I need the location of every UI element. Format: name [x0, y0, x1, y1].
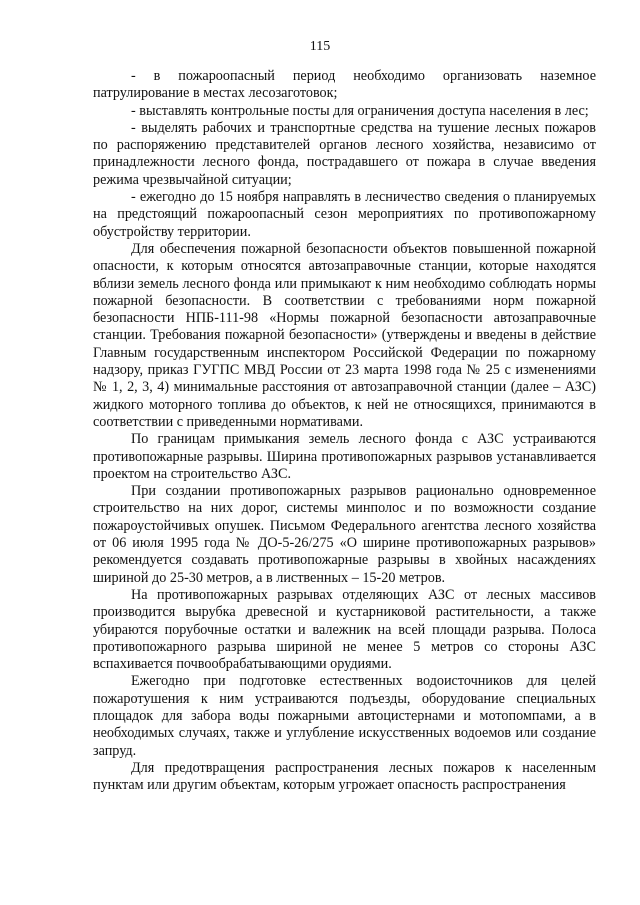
paragraph-firebreaks: По границам примыкания земель лесного фонда с АЗС устраиваются противопожарные разрывы. Ширина противопожарных разрывов устанавливается проектом на строительство АЗС.	[93, 431, 596, 482]
paragraph-patrol: - в пожароопасный период необходимо организовать наземное патрулирование в местах лесозаготовок;	[93, 68, 596, 102]
paragraph-water-sources: Ежегодно при подготовке естественных водоисточников для целей пожаротушения к ним устраиваются подъезды, оборудование специальных площадок для забора воды пожарными автоцистернами и мотопомпами, а в необходимых случаях, также и углубление искусственных водоемов или создание запруд.	[93, 673, 596, 759]
paragraph-firebreak-clearing: На противопожарных разрывах отделяющих АЗС от лесных массивов производится вырубка древесной и кустарниковой растительности, а также убираются порубочные остатки и валежник на всей площади разрыва. Полоса противопожарного разрыва шириной не менее 5 метров со стороны АЗС вспахивается почвообрабатывающими орудиями.	[93, 586, 596, 673]
paragraph-fire-spread-prevention: Для предотвращения распространения лесных пожаров к населенным пунктам или другим объектам, которым угрожает опасность распространения	[93, 759, 596, 794]
paragraph-annual-report: - ежегодно до 15 ноября направлять в лесничество сведения о планируемых на предстоящий пожароопасный сезон мероприятиях по противопожарному обустройству территории.	[93, 189, 596, 240]
paragraph-firebreak-creation: При создании противопожарных разрывов рационально одновременное строительство на них дорог, системы минполос и по возможности создание пожароустойчивых опушек. Письмом Федерального агентства лесного хозяйства от 06 июля 1995 года № ДО-5-26/275 «О ширине противопожарных разрывов» рекомендуется создавать противопожарные разрывы в хвойных насаждениях шириной до 25-30 метров, а в лиственных – 15-20 метров.	[93, 483, 596, 586]
document-body	[93, 68, 596, 794]
page-number: 115	[309, 39, 331, 54]
paragraph-fire-safety-norms: Для обеспечения пожарной безопасности объектов повышенной пожарной опасности, к которым относятся автозаправочные станции, которые находятся вблизи земель лесного фонда или примыкают к ним необходимо соблюдать нормы пожарной безопасности. В соответствии с требованиями норм пожарной безопасности НПБ-111-98 «Нормы пожарной безопасности автозаправочные станции. Требования пожарной безопасности» (утверждены и введены в действие Главным государственным инспектором Российской Федерации по пожарному надзору, приказ ГУГПС МВД России от 23 марта 1998 года № 25 с изменениями № 1, 2, 3, 4) минимальные расстояния от автозаправочной станции (далее – АЗС) жидкого моторного топлива до объектов, к ней не относящихся, принимаются в соответствии с приведенными нормативами.	[93, 240, 596, 430]
paragraph-workers-vehicles: - выделять рабочих и транспортные средства на тушение лесных пожаров по распоряжению представителей органов лесного хозяйства, независимо от принадлежности лесного фонда, пострадавшего от пожара в случае введения режима чрезвычайной ситуации;	[93, 119, 596, 188]
paragraph-control-posts: - выставлять контрольные посты для ограничения доступа населения в лес;	[131, 102, 589, 119]
